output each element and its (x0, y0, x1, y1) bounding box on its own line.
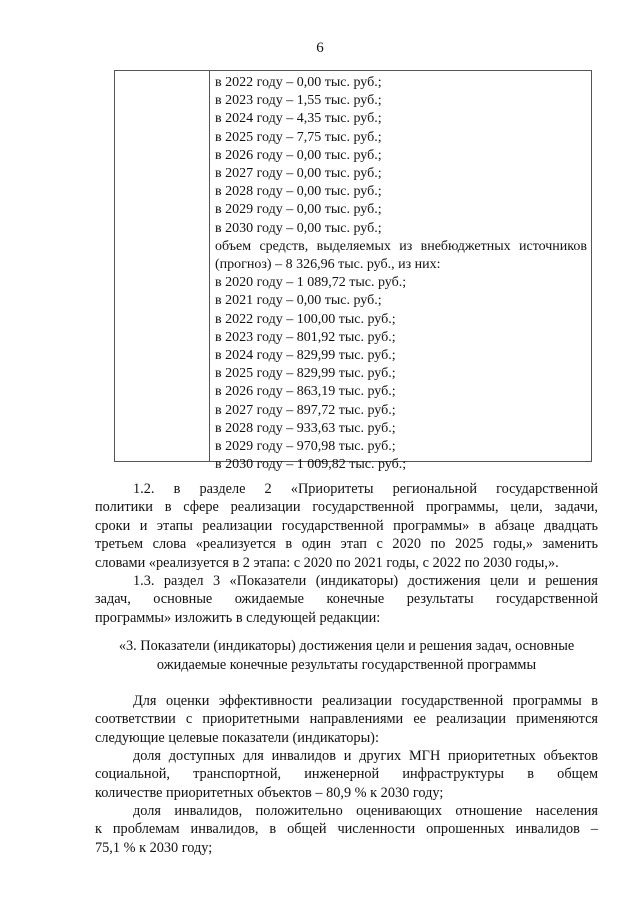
paragraph-line: третьем слова «реализуется в один этап с 2020 по 2025 годы,» заменить (95, 536, 598, 553)
paragraph-line: 75,1 % к 2030 году; (95, 839, 213, 856)
funding-line: в 2020 году – 1 089,72 тыс. руб.; (215, 275, 407, 291)
paragraph-line: к проблемам инвалидов, в общей численности опрошенных инвалидов – (95, 821, 598, 838)
funding-table (114, 70, 592, 473)
paragraph-line: социальной, транспортной, инженерной инфраструктуры в общем (95, 766, 598, 783)
funding-line: в 2027 году – 897,72 тыс. руб.; (215, 402, 396, 418)
funding-line: в 2022 году – 100,00 тыс. руб.; (215, 311, 396, 327)
funding-line: в 2028 году – 933,63 тыс. руб.; (215, 420, 396, 436)
funding-line: в 2025 году – 7,75 тыс. руб.; (215, 129, 382, 145)
paragraph-line: программы» изложить в следующей редакции: (95, 609, 381, 626)
funding-line: в 2026 году – 0,00 тыс. руб.; (215, 147, 382, 163)
paragraph-line: задач, основные ожидаемые конечные результаты государственной (95, 591, 598, 608)
funding-line: в 2025 году – 829,99 тыс. руб.; (215, 366, 396, 382)
section-heading (95, 637, 598, 675)
indicators-intro (95, 692, 598, 747)
table-left-column (115, 71, 210, 461)
paragraph-line: доля инвалидов, положительно оценивающих отношение населения (133, 803, 598, 819)
funding-line: в 2024 году – 4,35 тыс. руб.; (215, 111, 382, 127)
funding-line: в 2030 году – 0,00 тыс. руб.; (215, 220, 382, 236)
paragraph-line: количестве приоритетных объектов – 80,9 % к 2030 году; (95, 784, 444, 801)
funding-line: в 2026 году – 863,19 тыс. руб.; (215, 384, 396, 400)
amendment-1-3 (95, 572, 598, 627)
paragraph-line: соответствии с приоритетными направлениями ее реализации применяются (95, 711, 598, 728)
paragraph-line: доля доступных для инвалидов и других МГН приоритетных объектов (133, 748, 598, 764)
extrabudget-line: объем средств, выделяемых из внебюджетных источников (215, 238, 587, 254)
funding-line: в 2030 году – 1 009,82 тыс. руб.; (215, 457, 407, 473)
funding-line: в 2029 году – 970,98 тыс. руб.; (215, 439, 396, 455)
funding-line: в 2023 году – 801,92 тыс. руб.; (215, 329, 396, 345)
paragraph-line: сроки и этапы реализации государственной программы» в абзаце двадцать (95, 517, 598, 534)
paragraph-line: 1.3. раздел 3 «Показатели (индикаторы) достижения цели и решения (133, 573, 598, 589)
paragraph-line: Для оценки эффективности реализации государственной программы в (133, 693, 598, 709)
amendment-1-2 (95, 480, 598, 572)
funding-line: в 2029 году – 0,00 тыс. руб.; (215, 202, 382, 218)
indicator-item-2 (95, 802, 598, 857)
table-right-column (210, 71, 591, 473)
paragraph-line: политики в сфере реализации государственной программы, цели, задачи, (95, 499, 598, 516)
section-heading-line: ожидаемые конечные результаты государственной программы (156, 657, 537, 673)
page-number: 6 (316, 40, 324, 56)
paragraph-line: следующие целевые показатели (индикаторы): (95, 729, 379, 746)
funding-line: в 2023 году – 1,55 тыс. руб.; (215, 93, 382, 109)
funding-line: в 2028 году – 0,00 тыс. руб.; (215, 184, 382, 200)
paragraph-line: словами «реализуется в 2 этапа: с 2020 по 2021 годы, с 2022 по 2030 годы,». (95, 554, 559, 571)
paragraph-line: 1.2. в разделе 2 «Приоритеты региональной государственной (133, 481, 598, 497)
indicator-item-1 (95, 747, 598, 802)
funding-line: в 2021 году – 0,00 тыс. руб.; (215, 293, 382, 309)
section-heading-line: «3. Показатели (индикаторы) достижения цели и решения задач, основные (118, 638, 575, 654)
funding-line: в 2027 году – 0,00 тыс. руб.; (215, 166, 382, 182)
funding-line: в 2022 году – 0,00 тыс. руб.; (215, 75, 382, 90)
extrabudget-line: (прогноз) – 8 326,96 тыс. руб., из них: (215, 257, 441, 273)
funding-line: в 2024 году – 829,99 тыс. руб.; (215, 348, 396, 364)
